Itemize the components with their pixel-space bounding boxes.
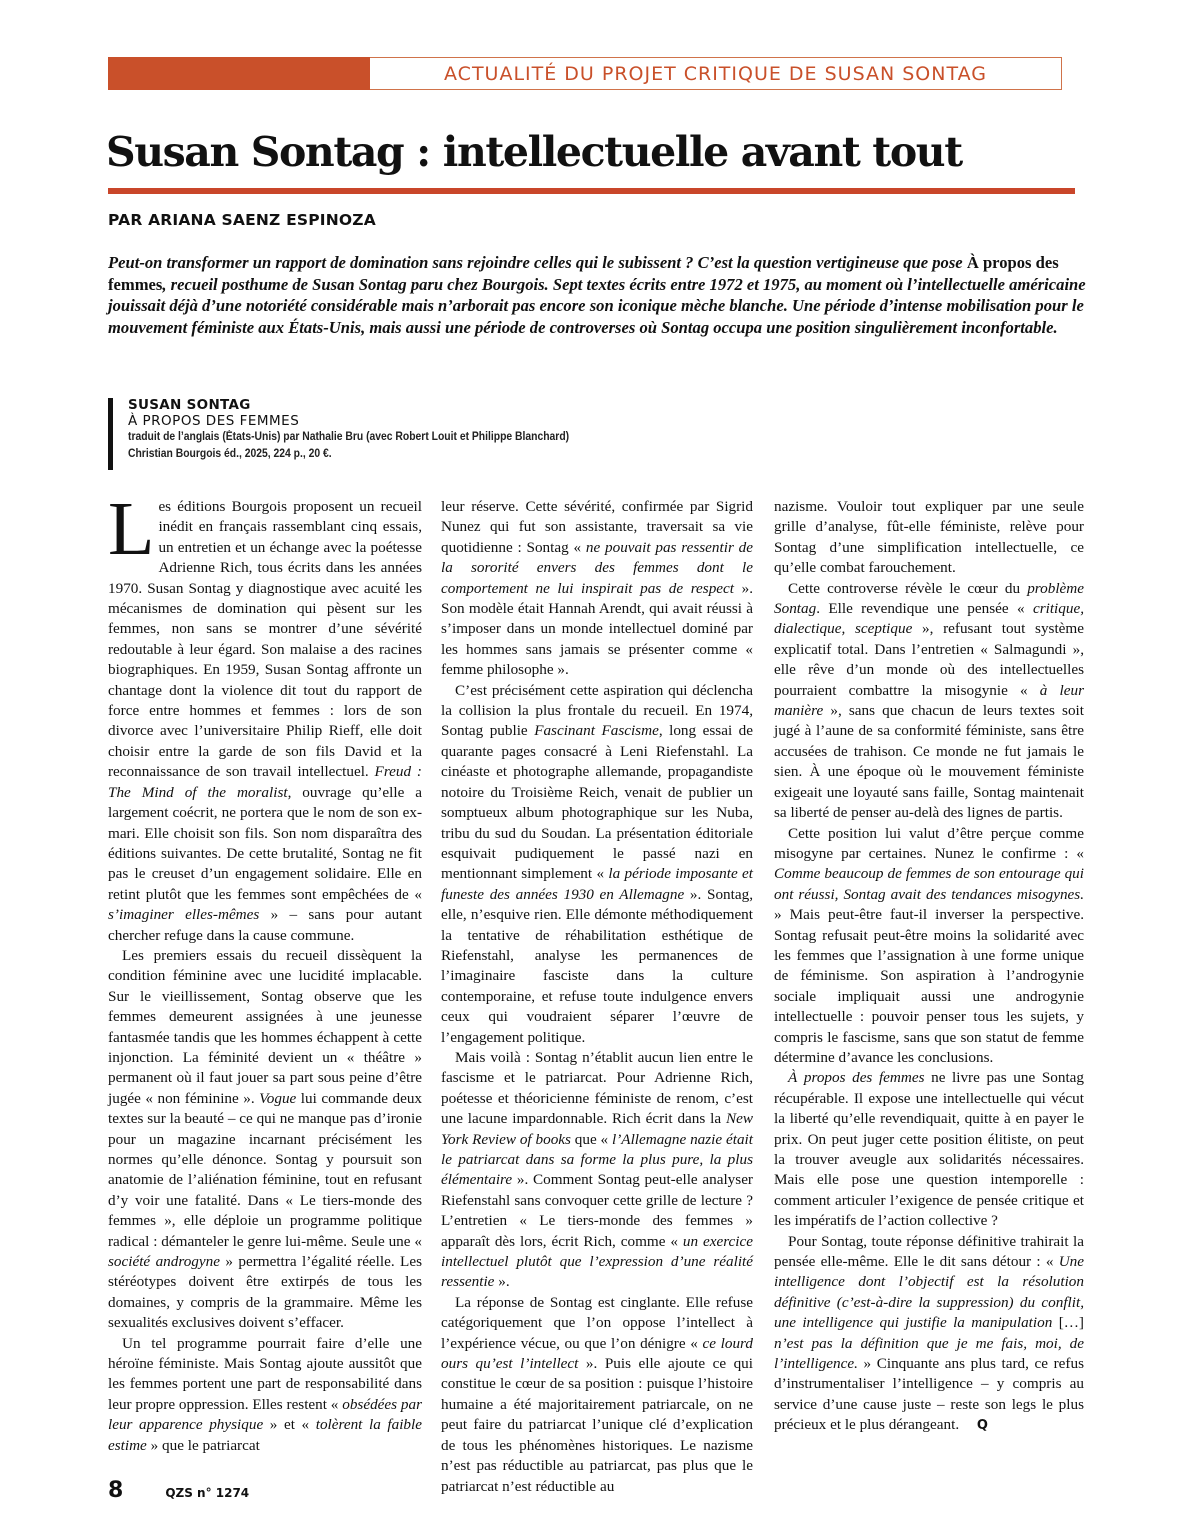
text: que «: [570, 1130, 613, 1148]
lede-text: , recueil posthume de Susan Sontag paru chez Bourgois. Sept textes écrits entre 1972 et 1975, au moment où l’intellectuelle américaine jouissait déjà d’une notoriété considérable mais n’arborait pas encore son iconique mèche blanche. Une période d’intense mobilisation pour le mouvement féministe aux États-Unis, mais aussi une période de controverses où Sontag occupa une position singulièrement inconfortable.: [108, 274, 1086, 337]
lede-book-title: À propos des femmes: [108, 253, 1059, 294]
body-column-2: [441, 497, 753, 1497]
paragraph: [441, 681, 753, 1048]
italic-text: problème Sontag: [774, 579, 1084, 618]
section-header-label: ACTUALITÉ DU PROJET CRITIQUE DE SUSAN SONTAG: [444, 62, 987, 85]
text: leur réserve. Cette sévérité, confirmée par Sigrid Nunez qui fut son assistante, traversait sa vie quotidienne : Sontag «: [441, 498, 753, 556]
section-header-accent-block: [108, 57, 370, 90]
paragraph: [774, 497, 1084, 579]
italic-text: ne pouvait pas ressentir de la sororité envers des femmes dont le comportement ne lui inspirait pas de respect: [441, 538, 753, 597]
text: Les premiers essais du recueil dissèquent la condition féminine avec une lucidité implacable. Sur le vieillissement, Sontag observe que les femmes demeurent assignées à une jeunesse fantasmée tandis que les hommes échappent à cette injonction. La féminité devient un « théâtre » permanent où il faut jouer sa part sous peine d’être jugée « non féminine ».: [108, 946, 422, 1107]
italic-text: la période imposante et funeste des années 1930 en Allemagne: [441, 865, 753, 903]
book-info-box: [108, 398, 618, 470]
lede-text: Peut-on transformer un rapport de domination sans rejoindre celles qui le subissent ? C’est la question vertigineuse que pose: [108, 253, 967, 272]
lede-paragraph: [108, 252, 1088, 338]
paragraph: [441, 497, 753, 681]
text: lui commande deux textes sur la beauté – ce qui ne manque pas d’ironie pour un magazine incarnant précisément les normes qu’elle dénonce. Sontag y poursuit son anatomie de l’aliénation féminine, tout en refusant d’y voir une fatalité. Dans « Le tiers-monde des femmes », elle déploie un programme politique radical : démanteler le genre lui-même. Seule une «: [108, 1089, 423, 1250]
text: ». Sontag, elle, n’esquive rien. Elle démonte méthodiquement la tentative de réhabilitation esthétique de Riefenstahl, analyse les permanences de l’imaginaire fasciste dans la culture contemporaine, et refuse toute indulgence envers ceux qui voudraient séparer l’œuvre de l’engagement politique.: [441, 885, 753, 1046]
text: » Cinquante ans plus tard, ce refus d’instrumentaliser l’intelligence – y compris au service d’une cause juste – reste son legs le plus précieux et le plus dérangeant.: [774, 1355, 1084, 1434]
text: », refusant tout système explicatif total. Dans l’entretien « Salmagundi », elle rêve d’un monde où des intellectuelles pourraient combattre la misogynie «: [774, 620, 1084, 699]
paragraph: [774, 579, 1084, 824]
paragraph: [441, 1293, 753, 1497]
italic-text: un exercice intellectuel plutôt que l’expression d’une réalité ressentie: [441, 1232, 753, 1291]
italic-text: Vogue: [259, 1089, 297, 1107]
text: », sans que chacun de leurs textes soit jugé à l’aune de sa conformité féministe, sans être accusées de trahison. Ce monde ne fut jamais le sien. À une époque où le mouvement féministe exigeait une loyauté sans faille, Sontag maintenait sa liberté de penser au-delà des lignes de partis.: [774, 702, 1084, 822]
end-of-article-icon: Q: [976, 1418, 988, 1434]
book-publisher: Christian Bourgois éd., 2025, 224 p., 20 €.: [128, 448, 332, 460]
byline: PAR ARIANA SAENZ ESPINOZA: [108, 211, 376, 229]
paragraph: [774, 1232, 1084, 1437]
book-title: À PROPOS DES FEMMES: [128, 413, 300, 429]
section-header-bar: [108, 57, 1062, 90]
book-translation: traduit de l’anglais (États-Unis) par Nathalie Bru (avec Robert Louit et Philippe Blanchard): [128, 431, 570, 443]
body-column-1: [108, 487, 423, 1456]
italic-text: s’imaginer elles-mêmes: [108, 906, 260, 924]
text: ». Son modèle était Hannah Arendt, qui avait réussi à s’imposer dans un monde intellectuel dominé par les hommes sans jamais se présenter comme « femme philosophe ».: [441, 579, 753, 679]
text: , ouvrage qu’elle a largement coécrit, ne portera que le nom de son ex-mari. Elle choisit son fils. Son nom disparaîtra des éditions suivantes. De cette brutalité, Sontag ne fit pas le creuset d’un engagement solidaire. Elle en retint plutôt que les femmes sont empêchées de «: [108, 783, 422, 903]
text: » Mais peut-être faut-il inverser la perspective. Sontag refusait peut-être moins la solidarité avec les femmes que l’assignation à une forme unique de féminisme. Son aspiration à l’androgynie sociale impliquait aussi une androgynie intellectuelle : pouvoir penser tous les sujets, y compris le fascisme, sans que son statut de femme détermine d’avance les conclusions.: [774, 906, 1084, 1066]
issue-number: QZS n° 1274: [165, 1486, 250, 1500]
text: C’est précisément cette aspiration qui déclencha la collision la plus frontale du recueil. En 1974, Sontag publie: [441, 681, 753, 740]
text: » – sans pour autant chercher refuge dans la cause commune.: [108, 906, 422, 944]
italic-text: À propos des femmes: [788, 1069, 925, 1087]
text: Un tel programme pourrait faire d’elle une héroïne féministe. Mais Sontag ajoute aussitôt que les femmes portent une part de responsabilité dans leur propre oppression. Elles restent «: [108, 1334, 422, 1413]
italic-text: New York Review of books: [441, 1110, 753, 1148]
article-title: Susan Sontag : intellectuelle avant tout: [106, 128, 962, 176]
italic-text: à leur manière: [774, 681, 1085, 720]
text: Mais voilà : Sontag n’établit aucun lien entre le fascisme et le patriarcat. Pour Adrienne Rich, poétesse et théoricienne féministe de renom, c’est une lacune impardonnable. Rich écrit dans la: [441, 1048, 753, 1128]
italic-text: ce lourd ours qu’est l’intellect: [441, 1334, 753, 1373]
italic-text: l’Allemagne nazie était le patriarcat dans sa forme la plus pure, la plus élémentaire: [441, 1130, 753, 1189]
italic-text: société androgyne: [108, 1253, 220, 1271]
page-footer: [108, 1478, 249, 1503]
text: Cette controverse révèle le cœur du: [788, 579, 1028, 597]
body-column-3: [774, 497, 1084, 1437]
text: ».: [494, 1273, 510, 1291]
text: es éditions Bourgois proposent un recueil inédit en français rassemblant cinq essais, un entretien et un échange avec la poétesse Adrienne Rich, tous écrits dans les années 1970. Susan Sontag y diagnostique avec acuité les mécanismes de domination qui pèsent sur les femmes, non sans se montrer d’une sévérité redoutable à leur égard. Son malaise a des racines biographiques. En 1959, Susan Sontag affronte un chantage dont la violence dit tout du rapport de force entre hommes et femmes : lors de son divorce avec l’universitaire Philip Rieff, elle doit choisir entre la garde de son fils David et la reconnaissance de son travail intellectuel.: [108, 498, 422, 781]
paragraph: [774, 824, 1084, 1069]
paragraph: [774, 1068, 1084, 1231]
paragraph: [108, 487, 422, 946]
paragraph: [108, 946, 422, 1334]
text: La réponse de Sontag est cinglante. Elle refuse catégoriquement que l’on oppose l’intellect à l’expérience vécue, ou que l’on dénigre «: [441, 1293, 753, 1352]
italic-text: obsédées par leur apparence physique: [108, 1395, 422, 1434]
text: . Elle revendique une pensée «: [816, 600, 1033, 618]
text: » permettra l’égalité réelle. Les stéréotypes doivent être extirpés de tous les domaines, y compris de la grammaire. Même les sexualités exclusives doivent s’effacer.: [108, 1253, 422, 1332]
italic-text: Une intelligence dont l’objectif est la résolution définitive (c’est-à-dire la suppression) du conflit, une intelligence qui justifie la manipulation: [774, 1253, 1084, 1332]
text: ». Puis elle ajoute ce qui constitue le cœur de sa position : puisque l’histoire humaine a été majoritairement patriarcale, on ne peut faire du patriarcat l’unique clé d’explication de tous les phénomènes historiques. Le nazisme n’est pas réductible au patriarcat, pas plus que le patriarcat n’est réductible au: [441, 1355, 753, 1495]
text: » et «: [263, 1416, 316, 1434]
text: nazisme. Vouloir tout expliquer par une seule grille d’analyse, fût-elle féministe, relève pour Sontag d’une simplification intellectuelle, ce qu’elle combat farouchement.: [774, 498, 1084, 577]
paragraph: [441, 1048, 753, 1293]
title-rule-divider: [108, 188, 1075, 194]
text: Cette position lui valut d’être perçue comme misogyne par certaines. Nunez le confirme : «: [774, 824, 1084, 862]
italic-text: tolèrent la faible estime: [108, 1416, 422, 1454]
text: » que le patriarcat: [146, 1436, 260, 1454]
italic-text: critique, dialectique, sceptique: [774, 600, 1084, 638]
italic-text: Freud : The Mind of the moralist: [108, 763, 422, 801]
drop-cap: L: [108, 487, 155, 571]
paragraph: [108, 1334, 422, 1456]
book-author: SUSAN SONTAG: [128, 397, 251, 413]
italic-text: Comme beaucoup de femmes de son entourage qui ont réussi, Sontag avait des tendances misogynes.: [774, 865, 1084, 903]
italic-text: n’est pas la définition que je me fais, moi, de l’intelligence.: [774, 1334, 1084, 1373]
text: ». Comment Sontag peut-elle analyser Riefenstahl sans convoquer cette grille de lecture ? L’entretien « Le tiers-monde des femmes » apparaît dès lors, écrit Rich, comme «: [441, 1171, 753, 1250]
text: , long essai de quarante pages consacré à Leni Riefenstahl. La cinéaste et photographe allemande, propagandiste notoire du Troisième Reich, venait de publier un somptueux album photographique sur les Nuba, tribu du sud du Soudan. La présentation éditoriale esquivait pudiquement le passé nazi en mentionnant simplement «: [441, 722, 754, 883]
italic-text: Fascinant Fascisme: [534, 722, 659, 740]
text: ne livre pas une Sontag récupérable. Il expose une intellectuelle qui vécut la liberté qu’elle revendiquait, quitte à en payer le prix. On peut juger cette position élitiste, on peut la trouver aveugle aux solidarités nécessaires. Mais elle pose une question intemporelle : comment articuler l’exigence de pensée critique et les impératifs de l’action collective ?: [774, 1069, 1085, 1230]
page-number: 8: [108, 1478, 124, 1503]
text: Pour Sontag, toute réponse définitive trahirait la pensée elle-même. Elle le dit sans détour : «: [774, 1232, 1084, 1271]
text: […]: [1052, 1314, 1084, 1332]
section-header-box: [370, 57, 1062, 90]
